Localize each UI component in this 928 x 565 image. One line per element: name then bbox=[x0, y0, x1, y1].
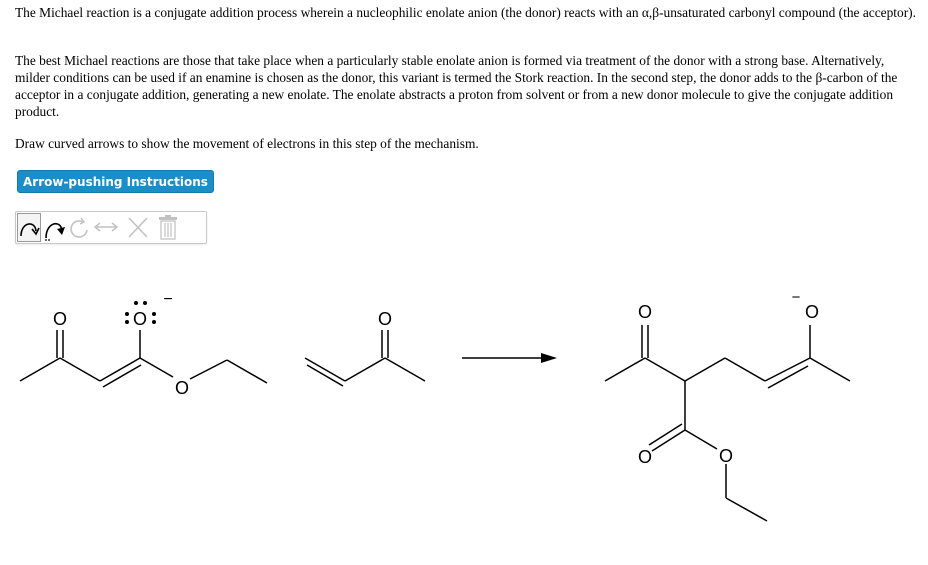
donor-ester-oxygen: O bbox=[174, 378, 190, 398]
product-negative-charge: − bbox=[791, 289, 801, 306]
arrow-pushing-instructions-button[interactable]: Arrow-pushing Instructions bbox=[17, 170, 214, 193]
donor-negative-charge: − bbox=[163, 291, 173, 308]
intro-paragraph: The Michael reaction is a conjugate addition process wherein a nucleophilic enolate anion (the donor) reacts with an α,β-unsaturated carbonyl compound (the acceptor). bbox=[15, 5, 916, 20]
acceptor-molecule[interactable] bbox=[305, 330, 425, 386]
product-ester-carbonyl-oxygen: O bbox=[637, 447, 653, 467]
donor-carbonyl-oxygen: O bbox=[52, 309, 68, 329]
reaction-arrow bbox=[462, 353, 557, 363]
product-molecule[interactable] bbox=[605, 325, 850, 521]
acceptor-carbonyl-oxygen: O bbox=[377, 309, 393, 329]
donor-enolate-oxygen: O bbox=[132, 309, 148, 329]
product-enolate-oxygen: O bbox=[804, 302, 820, 322]
details-paragraph: The best Michael reactions are those that take place when a particularly stable enolate anion is formed via treatment of the donor with a strong base. Alternatively, milder conditions can be used if an enamine is chosen as the donor, this variant is termed the Stork reaction. In the second step, the donor adds to the β-carbon of the acceptor in a conjugate addition, generating a new enolate. The enolate abstracts a proton from solvent or from a new donor molecule to give the conjugate addition product. bbox=[15, 53, 898, 119]
product-ketone-oxygen: O bbox=[637, 302, 653, 322]
task-instruction: Draw curved arrows to show the movement of electrons in this step of the mechanism. bbox=[15, 136, 479, 151]
product-ester-alkoxy-oxygen: O bbox=[718, 446, 734, 466]
donor-enolate-molecule[interactable] bbox=[20, 330, 267, 387]
